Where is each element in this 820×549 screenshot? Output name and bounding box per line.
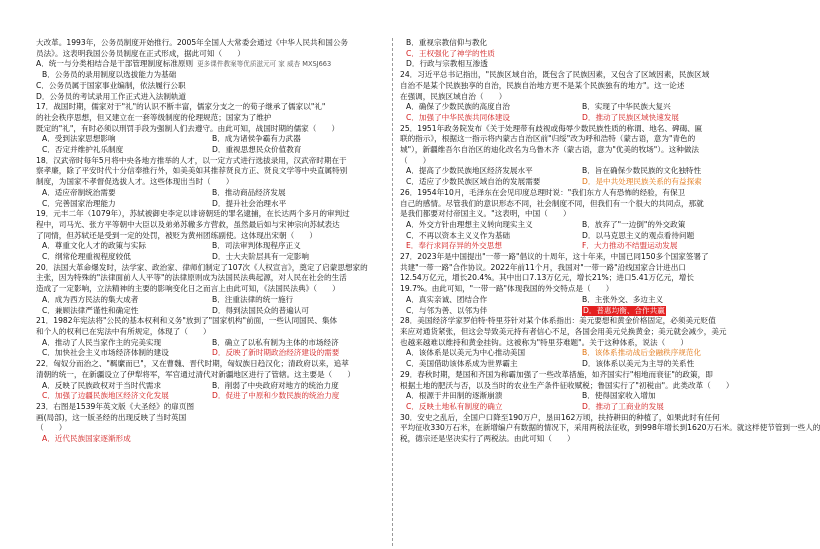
line-text: 19．元丰二年（1079年），苏轼被御史李定以诽谤朝廷的罪名逮捕，在长达两个多月的审判过 (36, 209, 350, 219)
line-text: 29．春秋时期，楚国和齐国为称霸加强了一些改革措施，如齐国实行"相地而衰征"的政策，即 (400, 369, 713, 379)
text-line (36, 434, 386, 445)
line-text: B．公务员的录用制度以选拔能力为基础 (42, 70, 177, 80)
line-text: 既定的"礼"，有时必须以刑罚手段为强制人们去遵守。由此可知，战国时期的儒家（ ） (36, 123, 340, 133)
text-line (36, 306, 386, 317)
text-line (400, 391, 762, 402)
line-text: A．成为西方民法的集大成者 (42, 294, 139, 304)
text-line (400, 316, 762, 327)
line-text: 22．匈奴分而治之、"羁縻而已"，又在曹魏、晋代时期，匈奴族日趋汉化；清政府以来，追萃 (36, 359, 349, 369)
option-text: B．确立了以私有制为主体的市场经济 (212, 337, 339, 347)
line-text: 程中，司马光、张方平等朝中大臣以及弟弟苏辙多方营救，虽然最后如与宋神宗向苏轼表达 (36, 219, 340, 229)
option-text: B．成为诸侯争霸有力武器 (212, 134, 301, 144)
option-text: B．主张外交、多边主义 (582, 294, 664, 304)
line-text: 主张，因为特殊的"法律面前人人平等"的法律原则成为法国民法典起源，对人民在社会的生活 (36, 273, 347, 283)
option-text: D．该体系以美元为主导的关系性 (582, 359, 695, 369)
line-text: 自治不是某个民族独享的自治，民族自治地方更不是某个民族独有的地方"。这一论述 (400, 80, 685, 90)
line-text: 大改革。1993年，公务员制度开始推行。2005年全国人大常委会通过《中华人民共和国公务 (36, 38, 349, 47)
text-line (36, 241, 386, 252)
line-text: 城"），新疆维吾尔自治区的迪化改名为乌鲁木齐（蒙古语，意为"优美的牧场"）。这种做法 (400, 145, 700, 155)
option-text: B．使得国家收入增加 (582, 391, 656, 401)
line-text: E．奉行求同存异的外交思想 (406, 241, 502, 251)
text-line (36, 316, 386, 327)
line-text: C．美国借助该体系成为世界霸主 (406, 359, 518, 369)
line-text: 了同情，但苏轼还是受到一定的处罚，被贬为黄州团练副使。这体现出宋朝（ ） (36, 230, 317, 240)
text-line (36, 370, 386, 381)
text-line (400, 263, 762, 274)
line-text: （ ） (400, 155, 431, 165)
right-column (400, 38, 820, 445)
text-line (400, 359, 762, 370)
line-text: 和个人的权利已在宪法中有所规定，体现了（ ） (36, 326, 211, 336)
line-text: C．王权强化了神学的性质 (406, 48, 495, 58)
line-text: 在强调，民族区域自治（ ） (400, 91, 507, 101)
text-line (400, 381, 762, 392)
line-text: C．不再以资本主义义作为基础 (406, 230, 511, 240)
line-text: C．纲常伦理重视程度较低 (42, 252, 131, 262)
text-line (36, 59, 386, 70)
option-text: D．普惠均衡、合作共赢 (583, 305, 665, 315)
text-line (400, 402, 762, 413)
text-line (400, 188, 762, 199)
text-line (400, 177, 762, 188)
line-text: A．根源于井田制的逐渐崩溃 (406, 391, 503, 401)
text-line (36, 338, 386, 349)
line-text: 造成了一定影响，立法精神的主要的影响变化日之而言上由此可知，《法国民法典》（ ） (36, 284, 340, 294)
line-text: C．加快社会主义市场经济体制的建设 (42, 348, 169, 358)
line-text: 23．右图是1539年英文版《大圣经》的扉页图 (36, 401, 195, 411)
text-line (400, 348, 762, 359)
line-text: 的社会秩序思想，但又建立在一套等级制度的伦理规范；国家为了维护 (36, 112, 272, 122)
line-text: 28．美国经济学家罗伯特·特里芬针对某个体系指出：美元要想和黄金价格固定，必须美元贬值 (400, 316, 716, 326)
line-text: 12.54万亿元，增长20.4%。其中出口7.13万亿元，增长21%；进口5.41万亿元，增长 (400, 273, 694, 283)
option-text: D．得到法国民众的普遍认可 (212, 305, 309, 315)
line-text: A．受到法家思想影响 (42, 134, 116, 144)
line-text: 员法》。这表明我国公务员制度在正式形成，据此可知（ ） (36, 48, 245, 58)
text-line (400, 102, 762, 113)
option-text: D．推动了工商业的发展 (582, 401, 664, 411)
line-text: 察孝廉，除了平安时代十分信奉推行外，如美美如其推荐贤良方正、贤良文学等中央直属特别 (36, 166, 348, 176)
text-line (36, 113, 386, 124)
text-line (36, 348, 386, 359)
line-text: D．公务员的考试录用工作正式进入法制轨道 (36, 91, 187, 101)
line-text: 21．1982年宪法将"公民的基本权利和义务"放到了"国家机构"前面，一些认同国民、集体 (36, 316, 338, 326)
option-text: B．推动商品经济发展 (212, 187, 286, 197)
line-text: C．与邻为善、以邻为伴 (406, 305, 488, 315)
text-line (400, 220, 762, 231)
line-text: C．完善国家治理能力 (42, 198, 116, 208)
option-text: D．推动了民族区域快速发展 (582, 112, 679, 122)
text-line (400, 134, 762, 145)
line-text: 根据土地的肥沃与否，以及当时的农业生产条件征收赋税；鲁国实行了"初税亩"。此类改革（ ） (400, 380, 734, 390)
text-line (36, 423, 386, 434)
text-line (36, 166, 386, 177)
text-line (400, 252, 762, 263)
text-line (36, 231, 386, 242)
line-text: 26．1954年10月，毛泽东在会见印度总理时说："我们东方人有恐怖的经验，有保卫 (400, 187, 686, 197)
line-text: 也越来越难以维持和黄金挂钩。这被称为"特里芬难题"。关于这种体系，说法（ ） (400, 337, 688, 347)
line-text: A．反映了民族政权对于当时代需求 (42, 380, 162, 390)
line-text: A．提高了少数民族地区经济发展水平 (406, 166, 533, 176)
line-text: 联的指示》，根据这一指示将内蒙古自治区前"归绥"改为呼和浩特（蒙古语，意为"青色的 (400, 134, 696, 144)
option-text: D．提升社会治理水平 (212, 198, 287, 208)
line-text: C．兼顾法律严谨性和确定性 (42, 305, 139, 315)
option-text: B．放弃了"一边倒"的外交政策 (582, 219, 686, 229)
text-line (36, 381, 386, 392)
text-line (400, 241, 762, 252)
line-text: 20．法国大革命爆发时，法学家、政治家、律师们制定了107次《人权宣言》，奠定了启蒙思想家的 (36, 262, 368, 272)
text-line (36, 273, 386, 284)
text-line (400, 124, 762, 135)
text-line (36, 102, 386, 113)
text-line (400, 231, 762, 242)
text-line (36, 199, 386, 210)
text-line (400, 199, 762, 210)
text-line (400, 295, 762, 306)
text-line (36, 220, 386, 231)
line-text: C．加强了边疆民族地区经济文化发展 (42, 391, 169, 401)
text-line (400, 413, 762, 424)
option-text: D．促进了中原和少数民族的统治力度 (212, 391, 340, 401)
option-text: B．注重法律的统一施行 (212, 294, 294, 304)
line-text: 19.7%。由此可知，"一带一路"体现我国的外交特点是（ ） (400, 284, 614, 294)
text-line (36, 284, 386, 295)
text-line (400, 370, 762, 381)
line-text: A．尊重文化人才的政策与实际 (42, 241, 146, 251)
text-line (400, 113, 762, 124)
line-text: 制度，为国家不孝督促选拔人才。这些体现出当时（ ） (36, 177, 234, 187)
text-line (36, 70, 386, 81)
text-line (400, 70, 762, 81)
text-line (36, 402, 386, 413)
line-text: A．真实亲诚、团结合作 (406, 294, 488, 304)
line-text: 平均征收330万石米，在新增编户有数据的情况下，采用两税法征收，到998年增长到1620万石米。就这样使节管到一些人的 (400, 423, 820, 433)
text-line (36, 145, 386, 156)
text-line (36, 188, 386, 199)
text-line (36, 156, 386, 167)
text-line (36, 38, 386, 49)
text-line (400, 327, 762, 338)
option-text: D．重视思想民众价值教育 (212, 145, 302, 155)
line-text: 清朝的统一，在新疆设立了伊犁将军，军官通过清代对新疆地区进行了管辖。这主要是（ ） (36, 369, 355, 379)
line-text: A．近代民族国家逐渐形成 (42, 434, 131, 444)
line-text: A．该体系是以美元为中心推动美国 (406, 348, 526, 358)
text-line (36, 391, 386, 402)
text-line (400, 423, 820, 434)
line-text: 共建"一带一路"合作协议。2022年前11个月，我国对"一带一路"沿线国家合计进出口 (400, 262, 686, 272)
line-text: 自己的感情。尽管我们的意识形态不同，社会制度不同，但我们有一个很大的共同点，那就 (400, 198, 704, 208)
line-text: 17．战国时期，儒家对于"礼"的认识不断丰富，儒家分支之一的荀子继承了儒家以"礼" (36, 102, 326, 112)
text-line (36, 413, 386, 424)
column-divider (392, 38, 393, 546)
line-text: 税，德宗还是坚决实行了两税法。由此可知（ ） (400, 434, 575, 444)
text-line (36, 92, 386, 103)
text-line (400, 338, 762, 349)
option-text: D．士大夫阶层具有一定影响 (212, 252, 309, 262)
option-text: B．司法审判体现程序正义 (212, 241, 301, 251)
option-text: D．是中共处理民族关系的有益探索 (582, 177, 702, 187)
line-text: C．加强了中华民族共同体建设 (406, 112, 511, 122)
line-text: A．推动了人民当家作主的完美实现 (42, 337, 162, 347)
line-text: A．确保了少数民族的高度自治 (406, 102, 510, 112)
text-line (400, 49, 762, 60)
text-line (36, 81, 386, 92)
line-text: 27．2023年是中国提出"一带一路"倡议的十周年，这十年来，中国已同150多个国家签署了 (400, 252, 709, 262)
left-column (36, 38, 386, 445)
text-line (36, 134, 386, 145)
line-text: C．公务员属于国家事业编制，依法履行公职 (36, 80, 186, 90)
text-line (400, 81, 762, 92)
text-line (36, 252, 386, 263)
line-text: C．否定并维护礼乐制度 (42, 145, 124, 155)
text-line (36, 295, 386, 306)
line-text: 来应对通货紧张，但这会导致美元持有者信心不足，各国会用美元兑换黄金；美元就会减少，美元 (400, 326, 727, 336)
text-line (400, 38, 762, 49)
text-line (36, 177, 386, 188)
text-line (36, 263, 386, 274)
text-line (400, 306, 762, 317)
option-text: D．以马克思主义的观点看待问题 (582, 230, 695, 240)
text-line (400, 273, 762, 284)
line-text: A．统一与分类相结合是干部管理制度标准原则 (36, 59, 194, 69)
line-text: B．重视宗教信仰与教化 (406, 38, 488, 47)
text-line (400, 166, 762, 177)
text-line (36, 124, 386, 135)
text-line (400, 145, 762, 156)
text-line (400, 156, 762, 167)
text-line (400, 434, 762, 445)
line-text: C．反映土地私有制度的确立 (406, 401, 503, 411)
option-text: B．实现了中华民族大复兴 (582, 102, 671, 112)
line-text: A．适应帝制统治需要 (42, 187, 116, 197)
option-text: B．该体系推动战后金融秩序规范化 (582, 348, 702, 358)
line-text: 是我们都要对付帝国主义。"这表明，中国（ ） (400, 209, 571, 219)
text-line (400, 209, 762, 220)
option-text: B．旨在确保少数民族的文化独特性 (582, 166, 702, 176)
watermark-text: 更多课件教案等优质滋元可 家 威杏 MXSJ663 (197, 60, 332, 69)
line-text: 画(局部)，这一版圣经的出现反映了当时英国 (36, 412, 187, 422)
option-text: F．大力推动不结盟运动发展 (582, 241, 678, 251)
line-text: C．适应了少数民族区域自治的发展需要 (406, 177, 541, 187)
text-line (36, 209, 386, 220)
text-line (400, 92, 762, 103)
text-line (36, 49, 386, 60)
text-line (36, 327, 386, 338)
line-text: 18．汉武帝时每年5月将中央各地方推举的人才，以一定方式进行选拔录用，汉武帝时期在于 (36, 155, 347, 165)
line-text: 25．1951年政务院发布《关于处理带有歧视或侮辱少数民族性质的称谓、地名、碑碣、匾 (400, 123, 703, 133)
text-line (400, 284, 762, 295)
option-text: D．反映了新时期政治经济建设的需要 (212, 348, 340, 358)
text-line (400, 59, 762, 70)
line-text: 30．安史之乱后，全国户口降至190万户，垦田162万顷，扶持耕田的种植了，如果此时有任何 (400, 412, 720, 422)
line-text: D．行政与宗教相互渗透 (406, 59, 488, 69)
line-text: A．外交方针由理想主义转向现实主义 (406, 219, 533, 229)
line-text: （ ） (36, 423, 67, 433)
line-text: 24．习近平总书记指出，"民族区域自治，既包含了民族因素，又包含了区域因素，民族区域 (400, 70, 710, 80)
option-text: B．削弱了中央政府对地方的统治力度 (212, 380, 339, 390)
text-line (36, 359, 386, 370)
